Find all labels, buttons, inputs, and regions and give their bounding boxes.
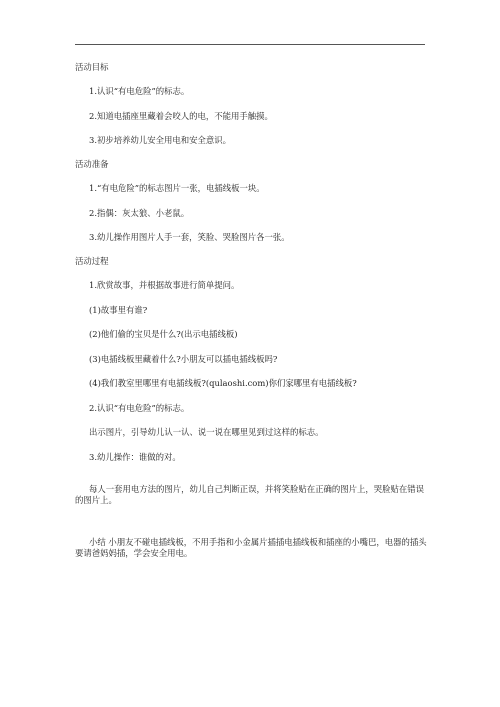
- prep-item-2: 2.指偶：灰太狼、小老鼠。: [89, 207, 190, 218]
- process-item-q3: (3)电插线板里藏着什么?小朋友可以插电插线板吗?: [89, 353, 278, 364]
- section-heading-process: 活动过程: [75, 256, 109, 266]
- process-item-q4: (4)我们教室里哪里有电插线板?(qulaoshi.com)你们家哪里有电插线板?: [89, 378, 357, 388]
- prep-item-3: 3.幼儿操作用图片人手一套，笑脸、哭脸图片各一张。: [89, 232, 290, 242]
- section-heading-preparation: 活动准备: [75, 159, 109, 169]
- header-rule: [75, 44, 425, 45]
- goal-item-3: 3.初步培养幼儿安全用电和安全意识。: [89, 135, 231, 145]
- process-item-2: 2.认识“有电危险”的标志。: [89, 402, 190, 413]
- prep-item-1: 1.“有电危险”的标志图片一张，电插线板一块。: [89, 183, 265, 193]
- process-item-q2: (2)他们偷的宝贝是什么?(出示电插线板): [89, 329, 238, 339]
- process-item-show: 出示图片，引导幼儿认一认、说一说在哪里见到过这样的标志。: [89, 427, 324, 437]
- process-paragraph-operation: 每人一套用电方法的图片，幼儿自己判断正误，并将笑脸贴在正确的图片上，哭脸贴在错误的图片上。: [75, 484, 424, 506]
- document-body: [75, 62, 430, 567]
- process-item-q1: (1)故事里有谁?: [89, 304, 148, 315]
- section-heading-goals: 活动目标: [75, 62, 109, 72]
- process-paragraph-summary: 小结 小朋友不碰电插线板，不用手指和小金属片插插电插线板和插座的小嘴巴，电器的插头要请爸妈妈插，学会安全用电。: [75, 536, 427, 558]
- goal-item-1: 1.认识“有电危险”的标志。: [89, 86, 190, 96]
- process-item-3: 3.幼儿操作：谁做的对。: [89, 451, 181, 462]
- process-item-1: 1.欣赏故事，并根据故事进行简单提问。: [89, 280, 240, 290]
- goal-item-2: 2.知道电插座里藏着会咬人的电，不能用手触摸。: [89, 110, 273, 121]
